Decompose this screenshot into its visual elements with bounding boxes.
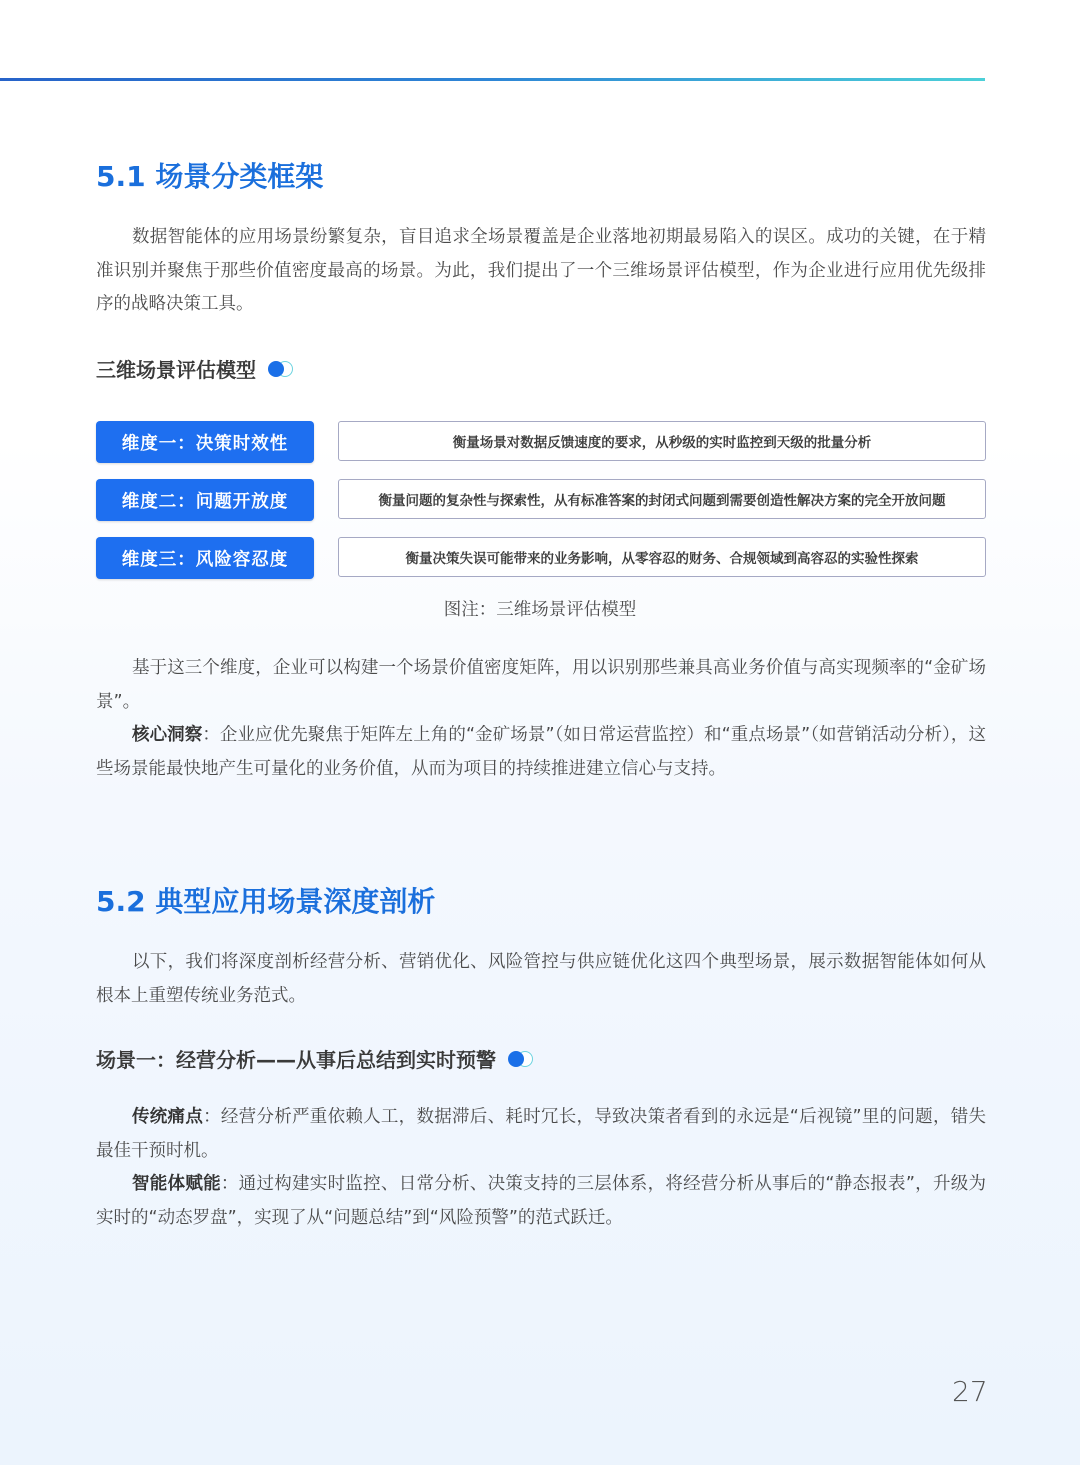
section-52-intro-text: 以下，我们将深度剖析经营分析、营销优化、风险管控与供应链优化这四个典型场景，展示数据智能体如何从根本上重塑传统业务范式。 [96,952,986,1006]
enable-label: 智能体赋能 [132,1174,221,1194]
dimension-row-1 [96,421,986,463]
intro-text: 数据智能体的应用场景纷繁复杂，盲目追求全场景覆盖是企业落地初期最易陷入的误区。成功的关键，在于精准识别并聚焦于那些价值密度最高的场景。为此，我们提出了一个三维场景评估模型，作为企业进行应用优先级排序的战略决策工具。 [96,227,986,314]
scene1-heading-text: 场景一：经营分析——从事后总结到实时预警 [96,1048,496,1072]
model-heading-text: 三维场景评估模型 [96,358,256,382]
scene1-body [96,1101,986,1235]
circles-icon [508,1050,538,1068]
pain-body: ：经营分析严重依赖人工，数据滞后、耗时冗长，导致决策者看到的永远是“后视镜”里的问题，错失最佳干预时机。 [96,1107,987,1161]
circles-icon [268,360,298,378]
pain-label: 传统痛点 [132,1107,204,1127]
dimension-row-2 [96,479,986,521]
matrix-paragraph [96,652,986,786]
dimension-desc-2: 衡量问题的复杂性与探索性，从有标准答案的封闭式问题到需要创造性解决方案的完全开放问题 [338,479,986,519]
section-title-5-2: 5.2 典型应用场景深度剖析 [96,885,436,918]
dimension-row-3 [96,537,986,579]
model-heading [96,354,298,383]
enablement [96,1168,986,1235]
header-rule [0,78,985,81]
enable-body: ：通过构建实时监控、日常分析、决策支持的三层体系，将经营分析从事后的“静态报表”，升级为实时的“动态罗盘”，实现了从“问题总结”到“风险预警”的范式跃迁。 [96,1174,987,1228]
section-title-5-1: 5.1 场景分类框架 [96,160,324,193]
insight-body: ：企业应优先聚焦于矩阵左上角的“金矿场景”（如日常运营监控）和“重点场景”（如营销活动分析），这些场景能最快地产生可量化的业务价值，从而为项目的持续推进建立信心与支持。 [96,725,986,779]
intro-paragraph [96,221,986,322]
insight-text [96,719,986,786]
dimension-desc-3: 衡量决策失误可能带来的业务影响，从零容忍的财务、合规领域到高容忍的实验性探索 [338,537,986,577]
dimension-desc-1: 衡量场景对数据反馈速度的要求，从秒级的实时监控到天级的批量分析 [338,421,986,461]
scene1-heading [96,1044,538,1073]
matrix-text: 基于这三个维度，企业可以构建一个场景价值密度矩阵，用以识别那些兼具高业务价值与高实现频率的“金矿场景”。 [96,658,986,712]
figure-caption: 图注：三维场景评估模型 [443,600,637,620]
dimension-label-3: 维度三：风险容忍度 [96,537,314,579]
section-52-intro [96,946,986,1013]
dimension-label-2: 维度二：问题开放度 [96,479,314,521]
insight-label: 核心洞察 [132,725,203,745]
pain-point [96,1101,986,1168]
page-number: 27 [952,1375,988,1408]
dimension-label-1: 维度一：决策时效性 [96,421,314,463]
